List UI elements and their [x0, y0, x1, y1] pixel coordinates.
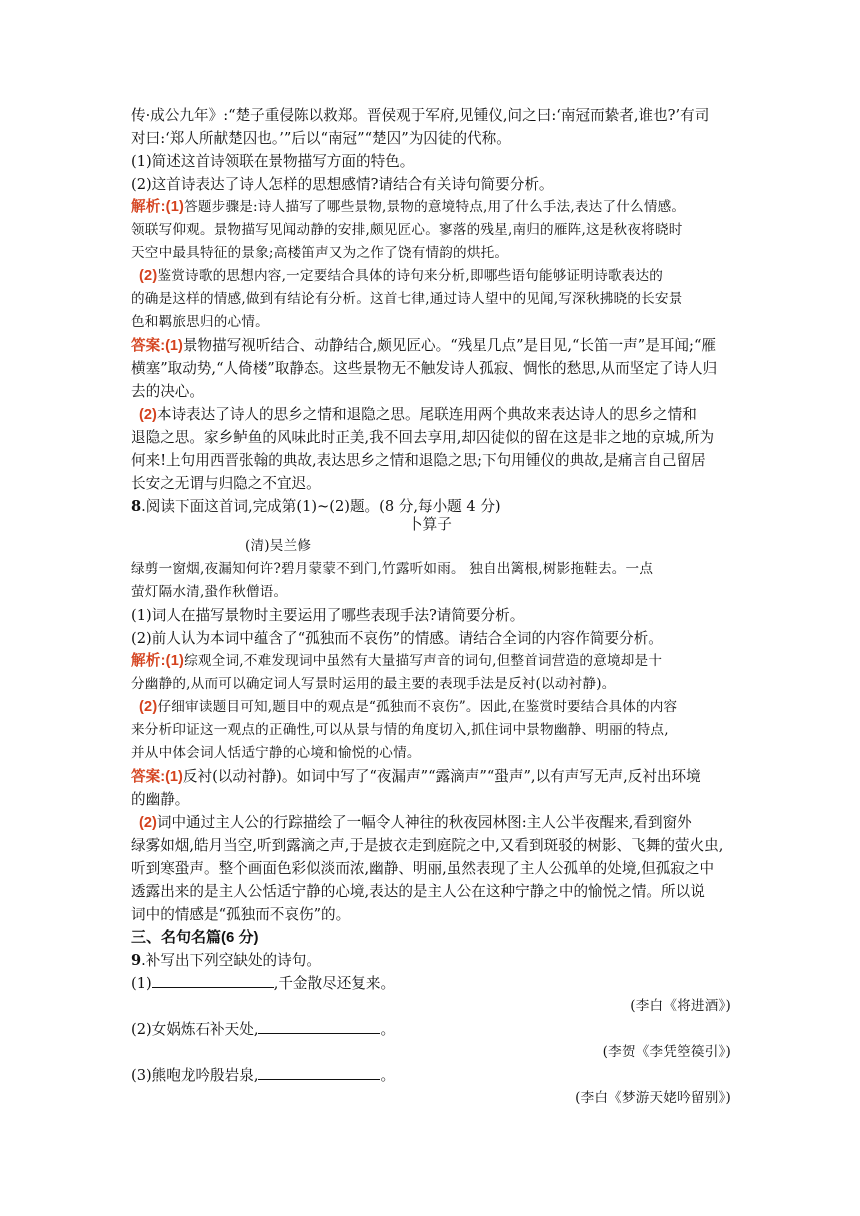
answer-8-line: 听到寒蛩声。整个画面色彩似淡而浓,幽静、明丽,虽然表现了主人公孤单的处境,但孤寂之中	[131, 860, 715, 877]
answer-7-line: 横塞”取动势,“人倚楼”取静态。这些景物无不触发诗人孤寂、惆怅的愁思,从而坚定了诗人归	[131, 360, 718, 377]
answer-7-line: 退隐之思。家乡鲈鱼的风味此时正美,我不回去享用,却囚徒似的留在这是非之地的京城,所为	[131, 429, 715, 446]
text-line: 传·成公九年》:“楚子重侵陈以救郑。晋侯观于军府,见锺仪,问之曰:‘南冠而絷者,谁也?’有司	[131, 107, 710, 124]
question-7-1: (1)简述这首诗领联在景物描写方面的特色。	[131, 153, 415, 170]
section-heading: 三、名句名篇(6 分)	[131, 929, 259, 946]
source-citation: (李白《将进酒》)	[630, 998, 731, 1014]
analysis-label: 解析:	[131, 199, 166, 215]
analysis-7-line: (2)鉴赏诗歌的思想内容,一定要结合具体的诗句来分析,即哪些语句能够证明诗歌表达的	[139, 268, 664, 284]
question-8-2: (2)前人认为本词中蕴含了“孤独而不哀伤”的情感。请结合全词的内容作简要分析。	[131, 630, 663, 647]
question-9-item-3: (3)熊咆龙吟殷岩泉, 。	[131, 1067, 396, 1084]
question-9-stem: 9.补写出下列空缺处的诗句。	[131, 952, 321, 969]
answer-7-line: 答案:(1)景物描写视听结合、动静结合,颇见匠心。“残星几点”是目见,“长笛一声”是耳闻;“雁	[131, 337, 717, 354]
answer-7-line: 长安之无谓与归隐之不宜迟。	[131, 475, 321, 492]
source-citation: (李贺《李凭箜篌引》)	[602, 1044, 731, 1060]
answer-8-line: 绿雾如烟,皓月当空,听到露滴之声,于是披衣走到庭院之中,又看到斑驳的树影、飞舞的萤火虫,	[131, 837, 724, 854]
answer-blank[interactable]	[152, 973, 274, 988]
analysis-8-line: 来分析印证这一观点的正确性,可以从景与情的角度切入,抓住词中景物幽静、明丽的特点,	[131, 722, 669, 738]
poem-line: 萤灯隔水清,蛩作秋僧语。	[131, 584, 288, 600]
answer-7-line: (2)本诗表达了诗人的思乡之情和退隐之思。尾联连用两个典故来表达诗人的思乡之情和	[139, 406, 697, 423]
analysis-7-line: 解析:(1)答题步骤是:诗人描写了哪些景物,景物的意境特点,用了什么手法,表达了什么情感。	[131, 199, 686, 215]
answer-8-line: 答案:(1)反衬(以动衬静)。如词中写了“夜漏声”“露滴声”“蛩声”,以有声写无声,反衬出环境	[131, 768, 701, 785]
answer-label: 答案:	[131, 769, 166, 785]
question-8-1: (1)词人在描写景物时主要运用了哪些表现手法?请简要分析。	[131, 607, 525, 624]
analysis-7-line: 天空中最具特征的景象;高楼笛声又为之作了饶有情韵的烘托。	[131, 245, 509, 261]
question-9-item-2: (2)女娲炼石补天处, 。	[131, 1021, 396, 1038]
analysis-8-line: (2)仔细审读题目可知,题目中的观点是“孤独而不哀伤”。因此,在鉴赏时要结合具体的内容	[139, 699, 678, 715]
source-citation: (李白《梦游天姥吟留别》)	[575, 1090, 731, 1106]
analysis-8-line: 并从中体会词人恬适宁静的心境和愉悦的心情。	[131, 745, 421, 761]
question-9-item-1: (1) ,千金散尽还复来。	[131, 975, 396, 992]
answer-8-line: 词中的情感是“孤独而不哀伤”的。	[131, 906, 351, 923]
answer-8-line: 透露出来的是主人公恬适宁静的心境,表达的是主人公在这种宁静之中的愉悦之情。所以说	[131, 883, 705, 900]
answer-7-line: 何来!上句用西晋张翰的典故,表达思乡之情和退隐之思;下句用锺仪的典故,是痛言自己留居	[131, 452, 706, 469]
analysis-7-line: 的确是这样的情感,做到有结论有分析。这首七律,通过诗人望中的见闻,写深秋拂晓的长安景	[131, 291, 683, 307]
analysis-label: 解析:	[131, 653, 166, 669]
question-8-stem: 8.阅读下面这首词,完成第(1)~(2)题。(8 分,每小题 4 分)	[131, 498, 501, 515]
poem-line: 绿剪一窗烟,夜漏知何许?碧月蒙蒙不到门,竹露听如雨。 独自出篱根,树影拖鞋去。一点	[131, 561, 654, 577]
poem-title: 卜算子	[408, 516, 452, 533]
answer-blank[interactable]	[258, 1019, 380, 1034]
analysis-7-line: 色和羁旅思归的心情。	[131, 314, 269, 330]
analysis-7-line: 领联写仰观。景物描写见闻动静的安排,颇见匠心。寥落的残星,南归的雁阵,这是秋夜将晓时	[131, 222, 683, 238]
analysis-8-line: 解析:(1)综观全词,不难发现词中虽然有大量描写声音的词句,但整首词营造的意境却是十	[131, 653, 663, 669]
text-line: 对曰:‘郑人所献楚囚也。’”后以“南冠”“楚囚”为囚徒的代称。	[131, 130, 511, 147]
question-7-2: (2)这首诗表达了诗人怎样的思想感情?请结合有关诗句简要分析。	[131, 176, 554, 193]
answer-8-line: (2)词中通过主人公的行踪描绘了一幅令人神往的秋夜园林图:主人公半夜醒来,看到窗外	[139, 814, 692, 831]
answer-8-line: 的幽静。	[131, 791, 190, 808]
analysis-8-line: 分幽静的,从而可以确定词人写景时运用的最主要的表现手法是反衬(以动衬静)。	[131, 676, 616, 692]
poem-author: (清)吴兰修	[245, 538, 312, 554]
answer-7-line: 去的决心。	[131, 383, 204, 400]
answer-label: 答案:	[131, 338, 166, 354]
answer-blank[interactable]	[258, 1065, 380, 1080]
